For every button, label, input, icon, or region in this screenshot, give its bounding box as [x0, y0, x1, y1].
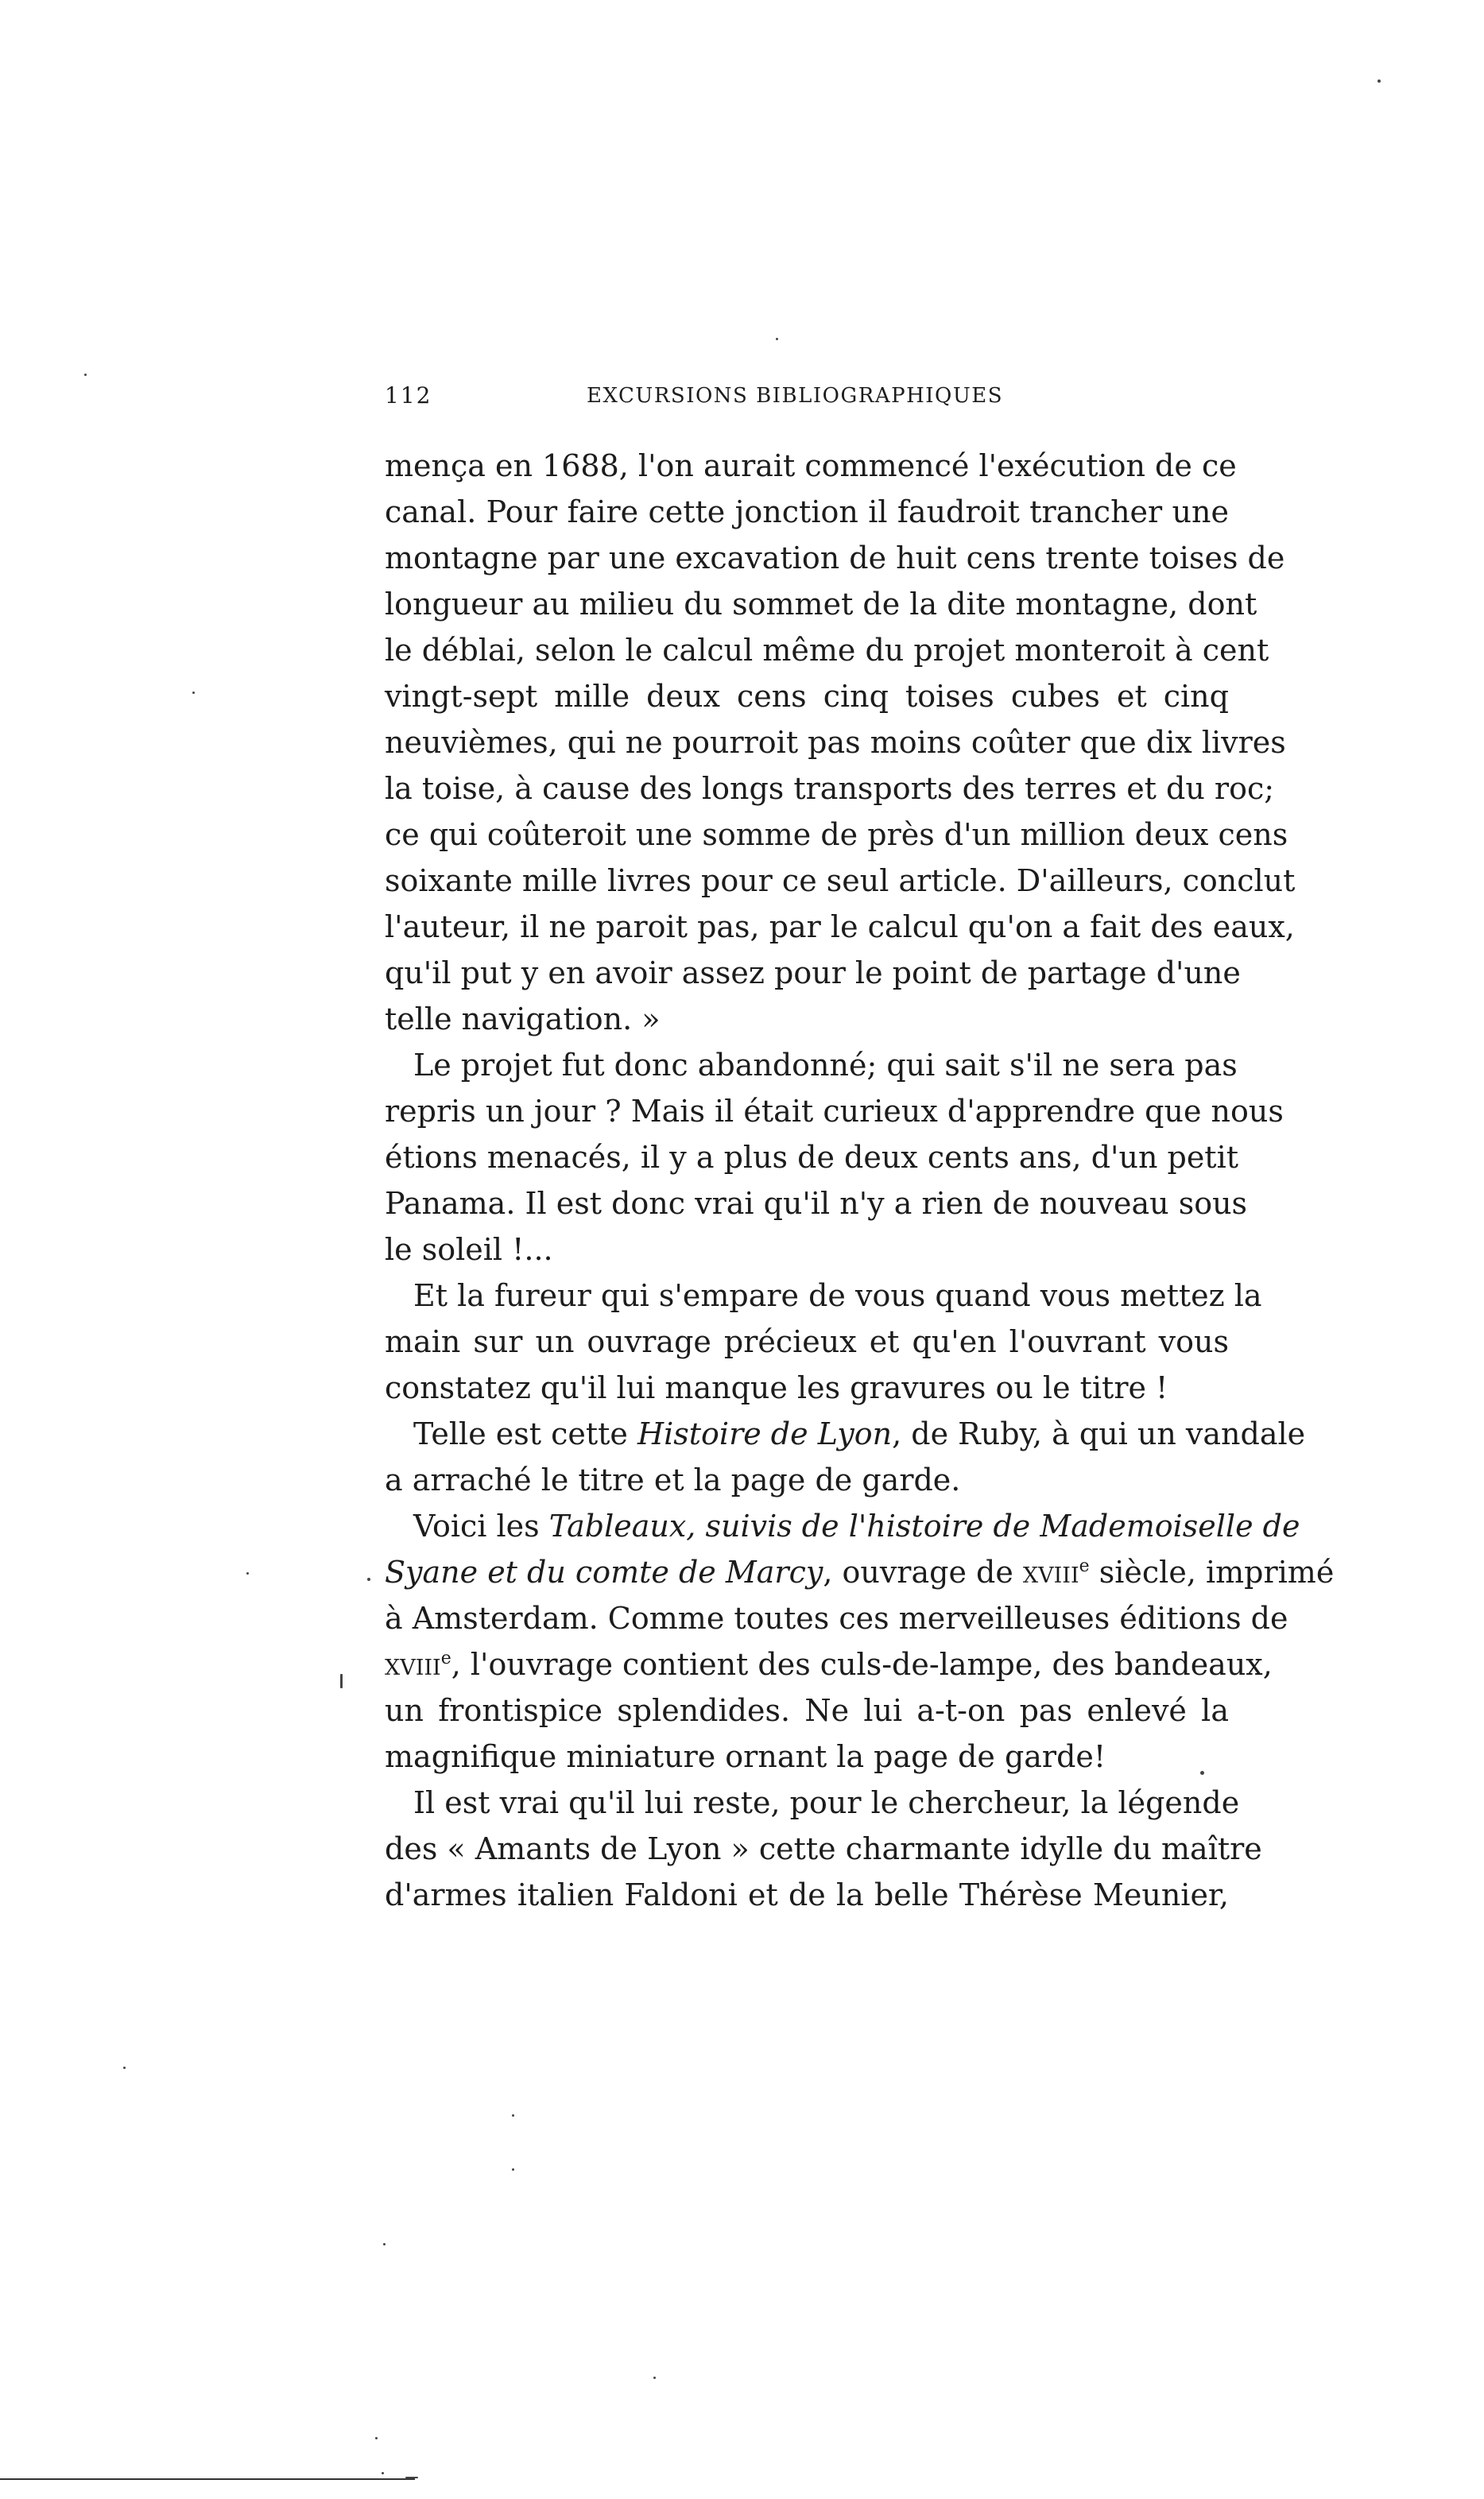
text-line: montagne par une excavation de huit cens trente toises de	[385, 540, 1285, 575]
text-line: Panama. Il est donc vrai qu'il n'y a rien de nouveau sous	[385, 1186, 1248, 1221]
text-line: l'auteur, il ne paroit pas, par le calcul qu'on a fait des eaux,	[385, 909, 1295, 944]
scan-speck	[512, 2114, 514, 2117]
text-line: vingt-sept mille deux cens cinq toises cubes et cinq	[385, 679, 1229, 714]
superscript: e	[1079, 1556, 1090, 1576]
text-line: soixante mille livres pour ce seul article. D'ailleurs, conclut	[385, 863, 1296, 898]
scan-speck	[1200, 1771, 1204, 1775]
text-line: ce qui coûteroit une somme de près d'un million deux cens	[385, 817, 1288, 852]
text-line	[385, 1641, 1273, 1687]
text-line: Il est vrai qu'il lui reste, pour le chercheur, la légende	[413, 1785, 1240, 1820]
century-numeral: xviii	[385, 1647, 441, 1682]
text-line: longueur au milieu du sommet de la dite montagne, dont	[385, 587, 1257, 622]
text-fragment: Voici les	[413, 1509, 549, 1544]
text-fragment: siècle, imprimé	[1089, 1555, 1335, 1590]
scan-speck	[375, 2437, 378, 2439]
text-line: le soleil !...	[385, 1232, 553, 1267]
scan-speck	[192, 692, 195, 694]
scan-speck	[1377, 79, 1381, 83]
book-title: Tableaux, suivis de l'histoire de Mademoiselle de	[548, 1509, 1300, 1544]
text-line: des « Amants de Lyon » cette charmante idylle du maître	[385, 1831, 1262, 1866]
text-line: mença en 1688, l'on aurait commencé l'exécution de ce	[385, 448, 1237, 483]
book-title: Syane et du comte de Marcy	[385, 1555, 823, 1590]
text-line: à Amsterdam. Comme toutes ces merveilleuses éditions de	[385, 1601, 1288, 1636]
scan-speck	[383, 2243, 386, 2245]
text-line: constatez qu'il lui manque les gravures ou le titre !	[385, 1370, 1168, 1405]
text-line: la toise, à cause des longs transports des terres et du roc;	[385, 771, 1275, 806]
scan-speck	[653, 2377, 656, 2379]
text-line	[385, 1503, 1300, 1549]
body-text	[385, 443, 1335, 1918]
text-line: Le projet fut donc abandonné; qui sait s'il ne sera pas	[413, 1048, 1238, 1083]
running-title: EXCURSIONS BIBLIOGRAPHIQUES	[587, 384, 1004, 408]
text-line	[385, 1411, 1306, 1457]
text-line: magnifique miniature ornant la page de garde!	[385, 1739, 1106, 1774]
scan-speck	[776, 338, 778, 340]
text-line: main sur un ouvrage précieux et qu'en l'ouvrant vous	[385, 1324, 1229, 1359]
scan-speck	[123, 2067, 126, 2069]
text-line: le déblai, selon le calcul même du projet monteroit à cent	[385, 633, 1269, 668]
scan-speck	[367, 1578, 370, 1581]
text-line: telle navigation. »	[385, 1002, 661, 1036]
text-fragment: , l'ouvrage contient des culs-de-lampe, des bandeaux,	[451, 1647, 1273, 1682]
text-line: d'armes italien Faldoni et de la belle Thérèse Meunier,	[385, 1877, 1229, 1912]
text-line: qu'il put y en avoir assez pour le point de partage d'une	[385, 955, 1241, 990]
text-line: étions menacés, il y a plus de deux cents ans, d'un petit	[385, 1140, 1239, 1175]
book-title: Histoire de Lyon	[637, 1416, 893, 1451]
running-head	[385, 382, 1229, 414]
scan-speck	[512, 2168, 514, 2171]
text-fragment: , de Ruby, à qui un vandale	[892, 1416, 1306, 1451]
text-line: a arraché le titre et la page de garde.	[385, 1463, 961, 1497]
text-line: repris un jour ? Mais il était curieux d'apprendre que nous	[385, 1094, 1284, 1129]
superscript: e	[440, 1649, 451, 1668]
text-fragment: , ouvrage de	[823, 1555, 1023, 1590]
text-line: Et la fureur qui s'empare de vous quand vous mettez la	[413, 1278, 1262, 1313]
scan-speck	[340, 1674, 343, 1688]
text-line: canal. Pour faire cette jonction il faudroit trancher une	[385, 494, 1229, 529]
text-line: neuvièmes, qui ne pourroit pas moins coûter que dix livres	[385, 725, 1286, 760]
century-numeral: xviii	[1022, 1555, 1079, 1590]
bottom-rule	[0, 2478, 415, 2480]
page-number: 112	[385, 382, 432, 409]
scan-speck	[246, 1572, 249, 1575]
text-line: un frontispice splendides. Ne lui a-t-on pas enlevé la	[385, 1693, 1229, 1728]
scan-speck	[382, 2472, 384, 2474]
text-fragment: Telle est cette	[413, 1416, 637, 1451]
text-line	[385, 1549, 1335, 1595]
scan-speck	[84, 374, 87, 376]
